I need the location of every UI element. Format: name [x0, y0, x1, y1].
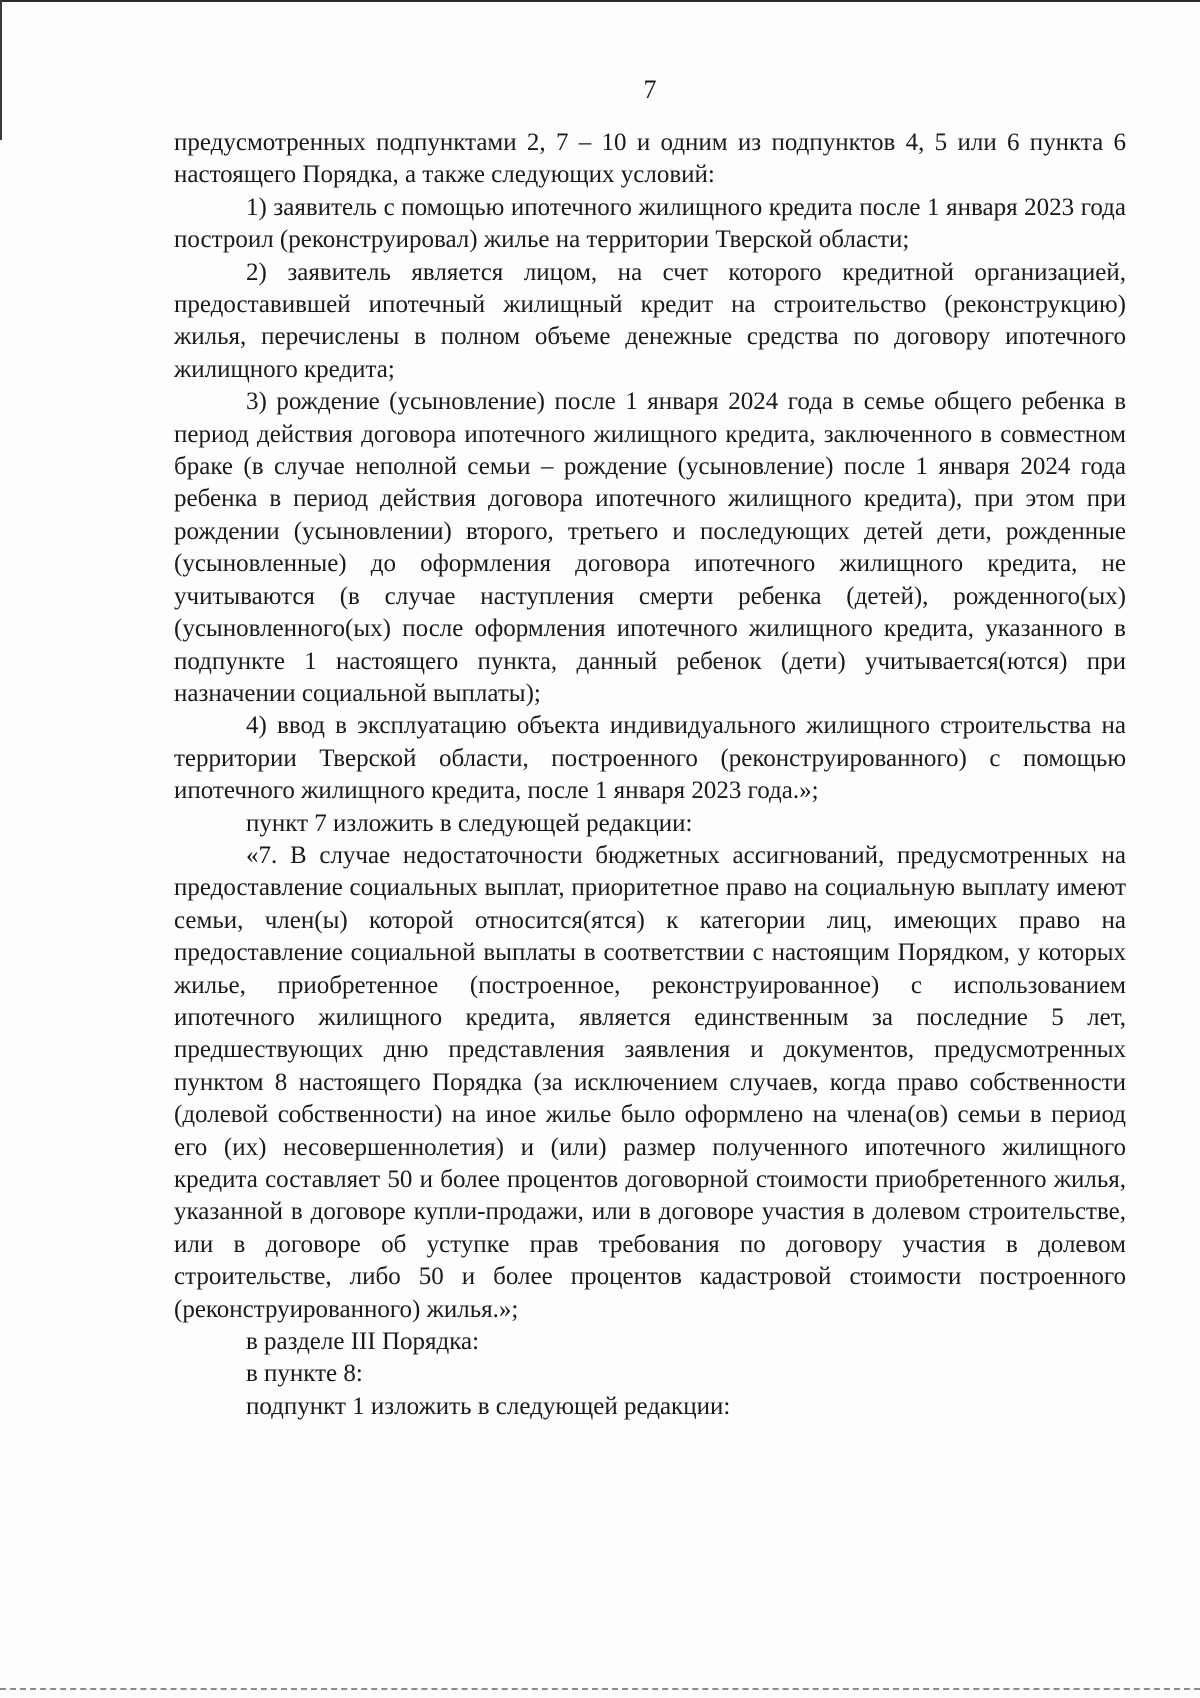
paragraph-point-7-text: «7. В случае недостаточности бюджетных ассигнований, предусмотренных на предоставление социальных выплат, приоритетное право на социальную выплату имеют семьи, член(ы) которой относится(ятся) к категории лиц, имеющих право на предоставление социальной выплаты в соответствии с настоящим Порядком, у которых жилье, приобретенное (построенное, реконструированное) с использованием ипотечного жилищного кредита, является единственным за последние 5 лет, предшествующих дню представления заявления и документов, предусмотренных пунктом 8 настоящего Порядка (за исключением случаев, когда право собственности (долевой собственности) на иное жилье было оформлено на члена(ов) семьи в период его (их) несовершеннолетия) и (или) размер полученного ипотечного жилищного кредита составляет 50 и более процентов договорной стоимости приобретенного жилья, указанной в договоре купли-продажи, или в договоре участия в долевом строительстве, или в договоре об уступке прав требования по договору участия в долевом строительстве, либо 50 и более процентов кадастровой стоимости построенного (реконструированного) жилья.»; [174, 841, 1126, 1323]
paragraph-condition-3: 3) рождение (усыновление) после 1 января 2024 года в семье общего ребенка в период действия договора ипотечного жилищного кредита, заключенного в совместном браке (в случае неполной семьи – рождение (усыновление) после 1 января 2024 года ребенка в период действия договора ипотечного жилищного кредита), при этом при рождении (усыновлении) второго, третьего и последующих детей дети, рожденные (усыновленные) до оформления договора ипотечного жилищного кредита, не учитываются (в случае наступления смерти ребенка (детей), рожденного(ых) (усыновленного(ых) после оформления ипотечного жилищного кредита, указанного в подпункте 1 настоящего пункта, данный ребенок (дети) учитывается(ются) при назначении социальной выплаты); [174, 388, 1126, 707]
page-number: 7 [643, 75, 657, 104]
scan-left-edge [0, 0, 2, 140]
paragraph-section-3: в разделе III Порядка: [246, 1328, 480, 1356]
paragraph-point-8: в пункте 8: [246, 1360, 363, 1388]
paragraph-subpoint-1: подпункт 1 изложить в следующей редакции: [246, 1392, 731, 1420]
scan-top-edge [0, 0, 1200, 2]
scan-bottom-edge [0, 1688, 1200, 1690]
paragraph-condition-1: 1) заявитель с помощью ипотечного жилищного кредита после 1 января 2023 года построил (реконструировал) жилье на территории Тверской области; [174, 193, 1126, 254]
paragraph-continuation: предусмотренных подпунктами 2, 7 – 10 и одним из подпунктов 4, 5 или 6 пункта 6 настоящего Порядка, а также следующих условий: [174, 129, 1126, 189]
paragraph-point-7-intro: пункт 7 изложить в следующей редакции: [246, 809, 693, 837]
document-body [174, 127, 1126, 1423]
paragraph-condition-4: 4) ввод в эксплуатацию объекта индивидуального жилищного строительства на территории Тверской области, построенного (реконструированного) с помощью ипотечного жилищного кредита, после 1 января 2023 года.»; [174, 712, 1126, 805]
paragraph-condition-2: 2) заявитель является лицом, на счет которого кредитной организацией, предоставившей ипотечный жилищный кредит на строительство (реконструкцию) жилья, перечислены в полном объеме денежные средства по договору ипотечного жилищного кредита; [174, 258, 1126, 383]
